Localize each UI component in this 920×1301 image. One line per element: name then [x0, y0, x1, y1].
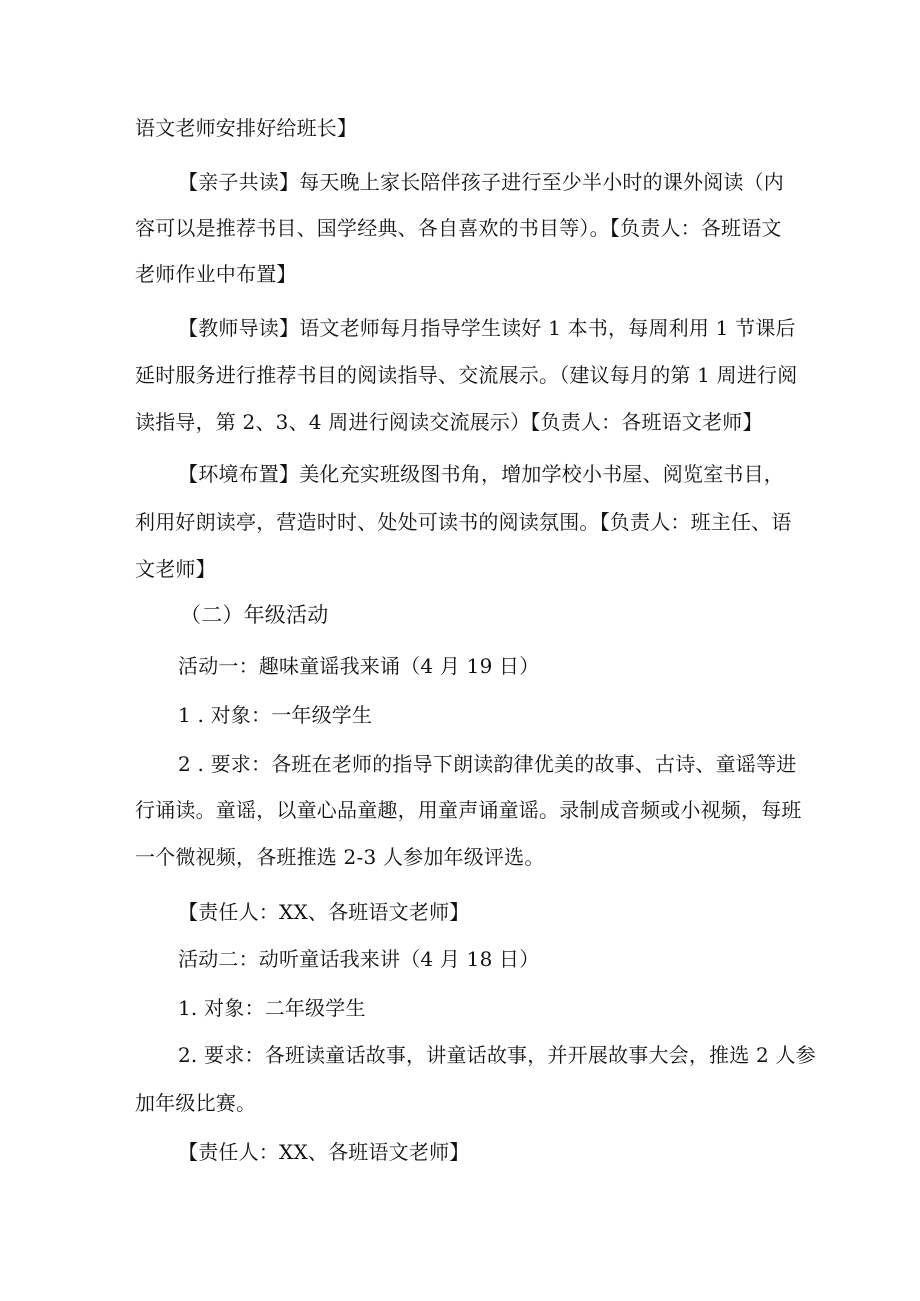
paragraph-line: 一个微视频，各班推选 2-3 人参加年级评选。: [135, 845, 545, 869]
paragraph-line: 行诵读。童谣，以童心品童趣，用童声诵童谣。录制成音频或小视频，每班: [135, 798, 802, 822]
paragraph-line: 延时服务进行推荐书目的阅读指导、交流展示。（建议每月的第 1 周进行阅: [135, 363, 798, 387]
section-heading: （二）年级活动: [180, 603, 329, 627]
paragraph-line: 2 . 要求：各班在老师的指导下朗读韵律优美的故事、古诗、童谣等进: [178, 752, 797, 776]
activity-title: 活动二：动听童话我来讲（4 月 18 日）: [178, 947, 540, 971]
paragraph-line: 加年级比赛。: [135, 1091, 257, 1115]
responsible-line: 【责任人：XX、各班语文老师】: [178, 1140, 470, 1164]
paragraph-line: 利用好朗读亭，营造时时、处处可读书的阅读氛围。【负责人：班主任、语: [135, 510, 792, 534]
paragraph-line: 读指导，第 2、3、4 周进行阅读交流展示）【负责人：各班语文老师】: [135, 410, 763, 434]
responsible-line: 【责任人：XX、各班语文老师】: [178, 900, 470, 924]
activity-title: 活动一：趣味童谣我来诵（4 月 19 日）: [178, 654, 540, 678]
paragraph-line: 【亲子共读】每天晚上家长陪伴孩子进行至少半小时的课外阅读（内: [178, 170, 784, 194]
paragraph-line: 1 . 对象：一年级学生: [178, 703, 373, 727]
paragraph-line: 文老师】: [135, 557, 216, 581]
paragraph-line: 【环境布置】美化充实班级图书角，增加学校小书屋、阅览室书目，: [178, 462, 784, 486]
paragraph-line: 容可以是推荐书目、国学经典、各自喜欢的书目等）。【负责人：各班语文: [135, 216, 782, 240]
paragraph-line: 【教师导读】语文老师每月指导学生读好 1 本书，每周利用 1 节课后: [178, 316, 796, 340]
paragraph-line: 1. 对象：二年级学生: [178, 996, 366, 1020]
paragraph-line: 2. 要求：各班读童话故事，讲童话故事，并开展故事大会，推选 2 人参: [178, 1043, 816, 1067]
paragraph-line: 老师作业中布置】: [135, 262, 297, 286]
paragraph-line: 语文老师安排好给班长】: [135, 116, 358, 140]
